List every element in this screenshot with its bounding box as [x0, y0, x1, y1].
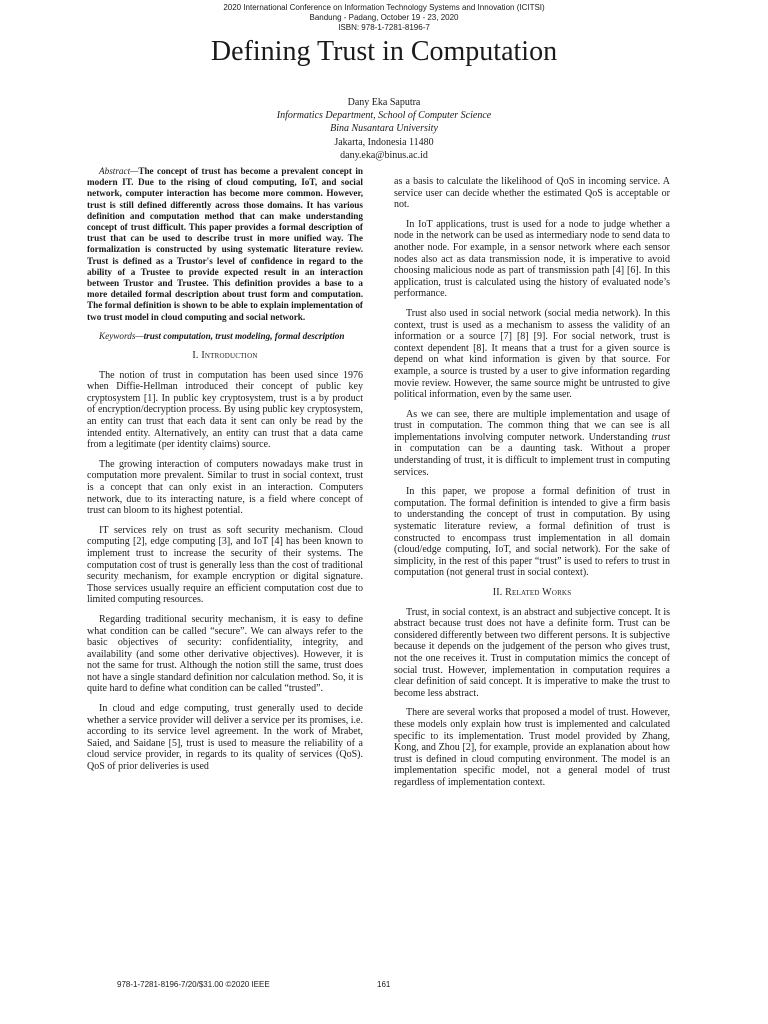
- conference-isbn: ISBN: 978-1-7281-8196-7: [338, 23, 430, 32]
- abstract-text: The concept of trust has become a prevalent concept in modern IT. Due to the rising of cloud computing, IoT, and social network, computer interaction has become more common. However, trust is still defined differently across those domains. It has various definition and computation method that can make understanding concept of trust difficult. This paper provides a formal description of trust that can be used to describe trust in more unified way. The formalization is constructed by using systematic literature review. Trust is defined as a Trustor's level of confidence in regard to the ability of a Trustee to provide expected result in an interaction between Trustor and Trustee. This definition provides a base to a more detailed formal description about trust form and computation. The formal definition is shown to be able to explain implementation of two trust model in cloud computing and social network.: [87, 166, 363, 322]
- section-heading-related-works: II. Related Works: [492, 587, 572, 598]
- author-email[interactable]: dany.eka@binus.ac.id: [340, 149, 428, 161]
- left-column: [87, 166, 363, 781]
- author-university: Bina Nusantara University: [330, 123, 438, 135]
- conference-location-date: Bandung - Padang, October 19 - 23, 2020: [309, 13, 459, 22]
- author-city: Jakarta, Indonesia 11480: [334, 136, 434, 148]
- paragraph-continued: as a basis to calculate the likelihood of QoS in incoming service. A service user can decide whether the estimated QoS is acceptable or not.: [394, 176, 670, 211]
- paragraph: The notion of trust in computation has been used since 1976 when Diffie-Hellman introduced their concept of public key cryptosystem [1]. In public key cryptosystem, trust is a by product of encryption/decryption process. By using public key cryptosystem, an entity can trust that each data it sent can only be read by the intended entity. Alternatively, an entity can trust that a data came from a legitimate (per identity claims) source.: [87, 369, 363, 451]
- right-column: [394, 176, 670, 797]
- paragraph: [394, 409, 670, 479]
- abstract-lead: Abstract—: [99, 166, 139, 176]
- paper-title: Defining Trust in Computation: [210, 36, 558, 67]
- footer-copyright: 978-1-7281-8196-7/20/$31.00 ©2020 IEEE: [117, 980, 270, 989]
- author-department: Informatics Department, School of Computer Science: [276, 110, 492, 122]
- paragraph: In this paper, we propose a formal definition of trust in computation. The formal definition is intended to give a firm basis to understanding the concept of trust in computation. By using systematic literature review, a formal definition of trust is constructed to encompass trust implementation in all domain (cloud/edge computing, IoT, and social network). For the sake of simplicity, in the rest of this paper “trust” is used to refers to trust in computation (not general trust in social context).: [394, 486, 670, 579]
- paragraph: IT services rely on trust as soft security mechanism. Cloud computing [2], edge computing [3], and IoT [4] has been known to implement trust to increase the security of their systems. The computation cost of trust is generally less than the cost of traditional security mechanism, for example encryption or digital signature. Those services usually require an efficient computation cost due to limited computing resources.: [87, 524, 363, 606]
- keywords: [87, 331, 363, 342]
- keywords-text: trust computation, trust modeling, formal description: [143, 330, 345, 341]
- section-heading-introduction: I. Introduction: [192, 350, 258, 362]
- paragraph: In IoT applications, trust is used for a node to judge whether a node in the network can be used as intermediary node to send data to another node. For example, in a sensor network where each sensor nodes also act as data transmission node, it is imperative to avoid choosing malicious node as part of transmission path [4] [6]. In this application, trust is calculated using the history of evaluated node’s performance.: [394, 218, 670, 300]
- paragraph: The growing interaction of computers nowadays make trust in computation more prevalent. Similar to trust in social context, trust is a concept that can only exist in an interaction. Computers network, due to its interacting nature, is a field where concept of trust can bloom to its highest potential.: [87, 458, 363, 517]
- paragraph: Trust also used in social network (social media network). In this context, trust is used as a mechanism to assess the validity of an information or a source [7] [8] [9]. For social network, trust is context dependent [8]. It means that a trust for a given source is depend on what kind information is given by that source. For example, a source is trusted by a user to give information regarding movie review. However, the same source might be untrusted to give political information, even by the same user.: [394, 307, 670, 401]
- paragraph: Trust, in social context, is an abstract and subjective concept. It is abstract because trust does not have a definite form. Trust can be considered differently between two different persons. It is subjective because it depends on the judgement of the person who gives trust, not the one receives it. Trust in computation mimics the concept of social trust. However, implementation in computation requires a clear definition of said concept. It is imperative to make the trust to become less abstract.: [394, 606, 670, 699]
- abstract: [87, 166, 363, 323]
- paragraph: There are several works that proposed a model of trust. However, these models only explain how trust is implemented and calculated specific to its implementation. Trust model provided by Zhang, Kong, and Zhou [2], for example, provide an explanation about how trust is defined in cloud computing environment. The model is an implementation specific model, not a general model of trust regardless of implementation context.: [394, 707, 670, 788]
- conference-name: 2020 International Conference on Information Technology Systems and Innovation (ICITSI): [223, 3, 545, 12]
- paragraph: Regarding traditional security mechanism, it is easy to define what condition can be called “secure”. We can always refer to the basic objectives of security: confidentiality, integrity, and availability (and some other derivative objectives). However, it is not the same for trust. Although the notion still the same, trust does not have a single standard definition nor calculation method. So, it is quite hard to define what condition can be called “trusted”.: [87, 613, 363, 695]
- emphasized-word: trust: [651, 431, 670, 443]
- author-name: Dany Eka Saputra: [347, 97, 421, 108]
- paragraph: In cloud and edge computing, trust generally used to decide whether a service provider will deliver a service per its promises, i.e. according to its service level agreement. In the work of Mrabet, Saied, and Saidane [5], trust is used to measure the reliability of a cloud service provider, in regards to its quality of services (QoS). QoS of prior deliveries is used: [87, 703, 363, 773]
- author-block: [0, 96, 768, 162]
- keywords-lead: Keywords—: [99, 330, 144, 341]
- conference-header: [0, 3, 768, 33]
- paragraph-text: As we can see, there are multiple implementation and usage of trust in computation. The common thing that we can see is all implementations involving computer network. Understanding: [394, 408, 670, 443]
- paragraph-text: in computation can be a daunting task. Without a proper understanding of trust, it is difficult to implement trust in computing services.: [394, 443, 670, 478]
- page-number: 161: [377, 980, 391, 989]
